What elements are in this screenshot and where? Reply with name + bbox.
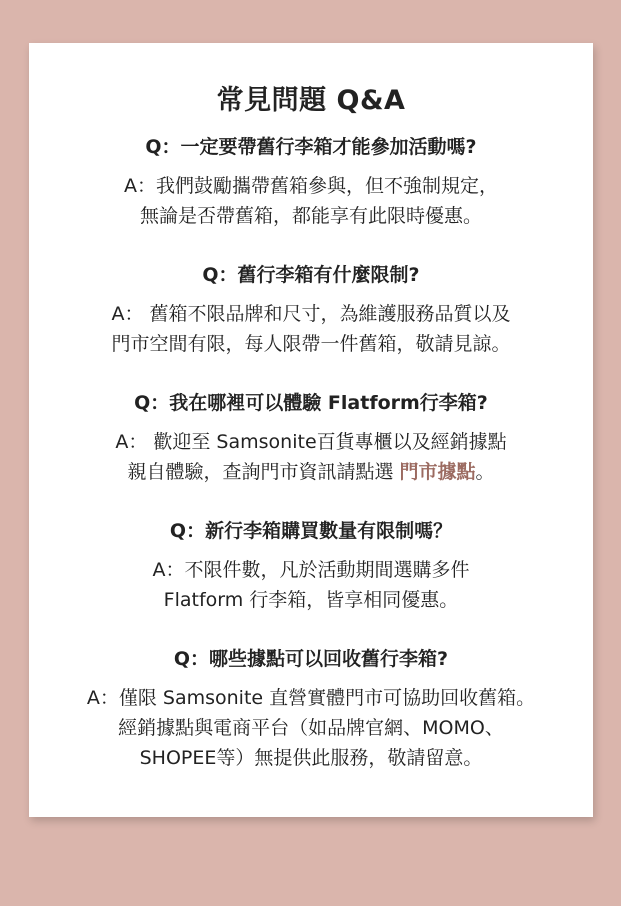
faq-card — [29, 43, 593, 817]
faq-answer-line: 無論是否帶舊箱，都能享有此限時優惠。 — [139, 205, 482, 227]
faq-question: Q：新行李箱購買數量有限制嗎？ — [169, 520, 453, 542]
faq-item-5 — [29, 645, 593, 773]
faq-answer-text: 。 — [475, 461, 495, 483]
faq-item-1 — [29, 133, 593, 231]
faq-item-4 — [29, 517, 593, 615]
faq-question: Q：舊行李箱有什麼限制? — [202, 264, 420, 286]
faq-answer-line: Flatform 行李箱，皆享相同優惠。 — [163, 589, 459, 611]
faq-answer — [29, 427, 593, 487]
faq-answer — [29, 555, 593, 615]
faq-answer-line: A：不限件數，凡於活動期間選購多件 — [152, 559, 470, 581]
faq-answer — [29, 683, 593, 773]
faq-answer-line — [29, 457, 593, 487]
faq-answer-line: A： 舊箱不限品牌和尺寸，為維護服務品質以及 — [111, 303, 511, 325]
faq-answer-line: A：我們鼓勵攜帶舊箱參與，但不強制規定， — [124, 175, 498, 197]
faq-answer-text: 親自體驗，查詢門市資訊請點選 — [127, 461, 400, 483]
store-locator-link[interactable]: 門市據點 — [399, 461, 476, 483]
faq-answer-line: A： 歡迎至 Samsonite百貨專櫃以及經銷據點 — [115, 431, 507, 453]
page-title: 常見問題 Q&A — [216, 85, 406, 116]
faq-answer-line: 門市空間有限，每人限帶一件舊箱，敬請見諒。 — [111, 333, 511, 355]
faq-question: Q：哪些據點可以回收舊行李箱? — [173, 648, 449, 670]
faq-answer — [29, 171, 593, 231]
faq-answer — [29, 299, 593, 359]
faq-question: Q：我在哪裡可以體驗 Flatform行李箱? — [134, 392, 488, 414]
faq-item-2 — [29, 261, 593, 359]
faq-question: Q：一定要帶舊行李箱才能參加活動嗎? — [145, 136, 477, 158]
faq-answer-line: 經銷據點與電商平台（如品牌官網、MOMO、 — [118, 717, 504, 739]
faq-answer-line: A：僅限 Samsonite 直營實體門市可協助回收舊箱。 — [86, 687, 536, 709]
faq-item-3 — [29, 389, 593, 487]
faq-answer-line: SHOPEE等）無提供此服務，敬請留意。 — [139, 747, 483, 769]
